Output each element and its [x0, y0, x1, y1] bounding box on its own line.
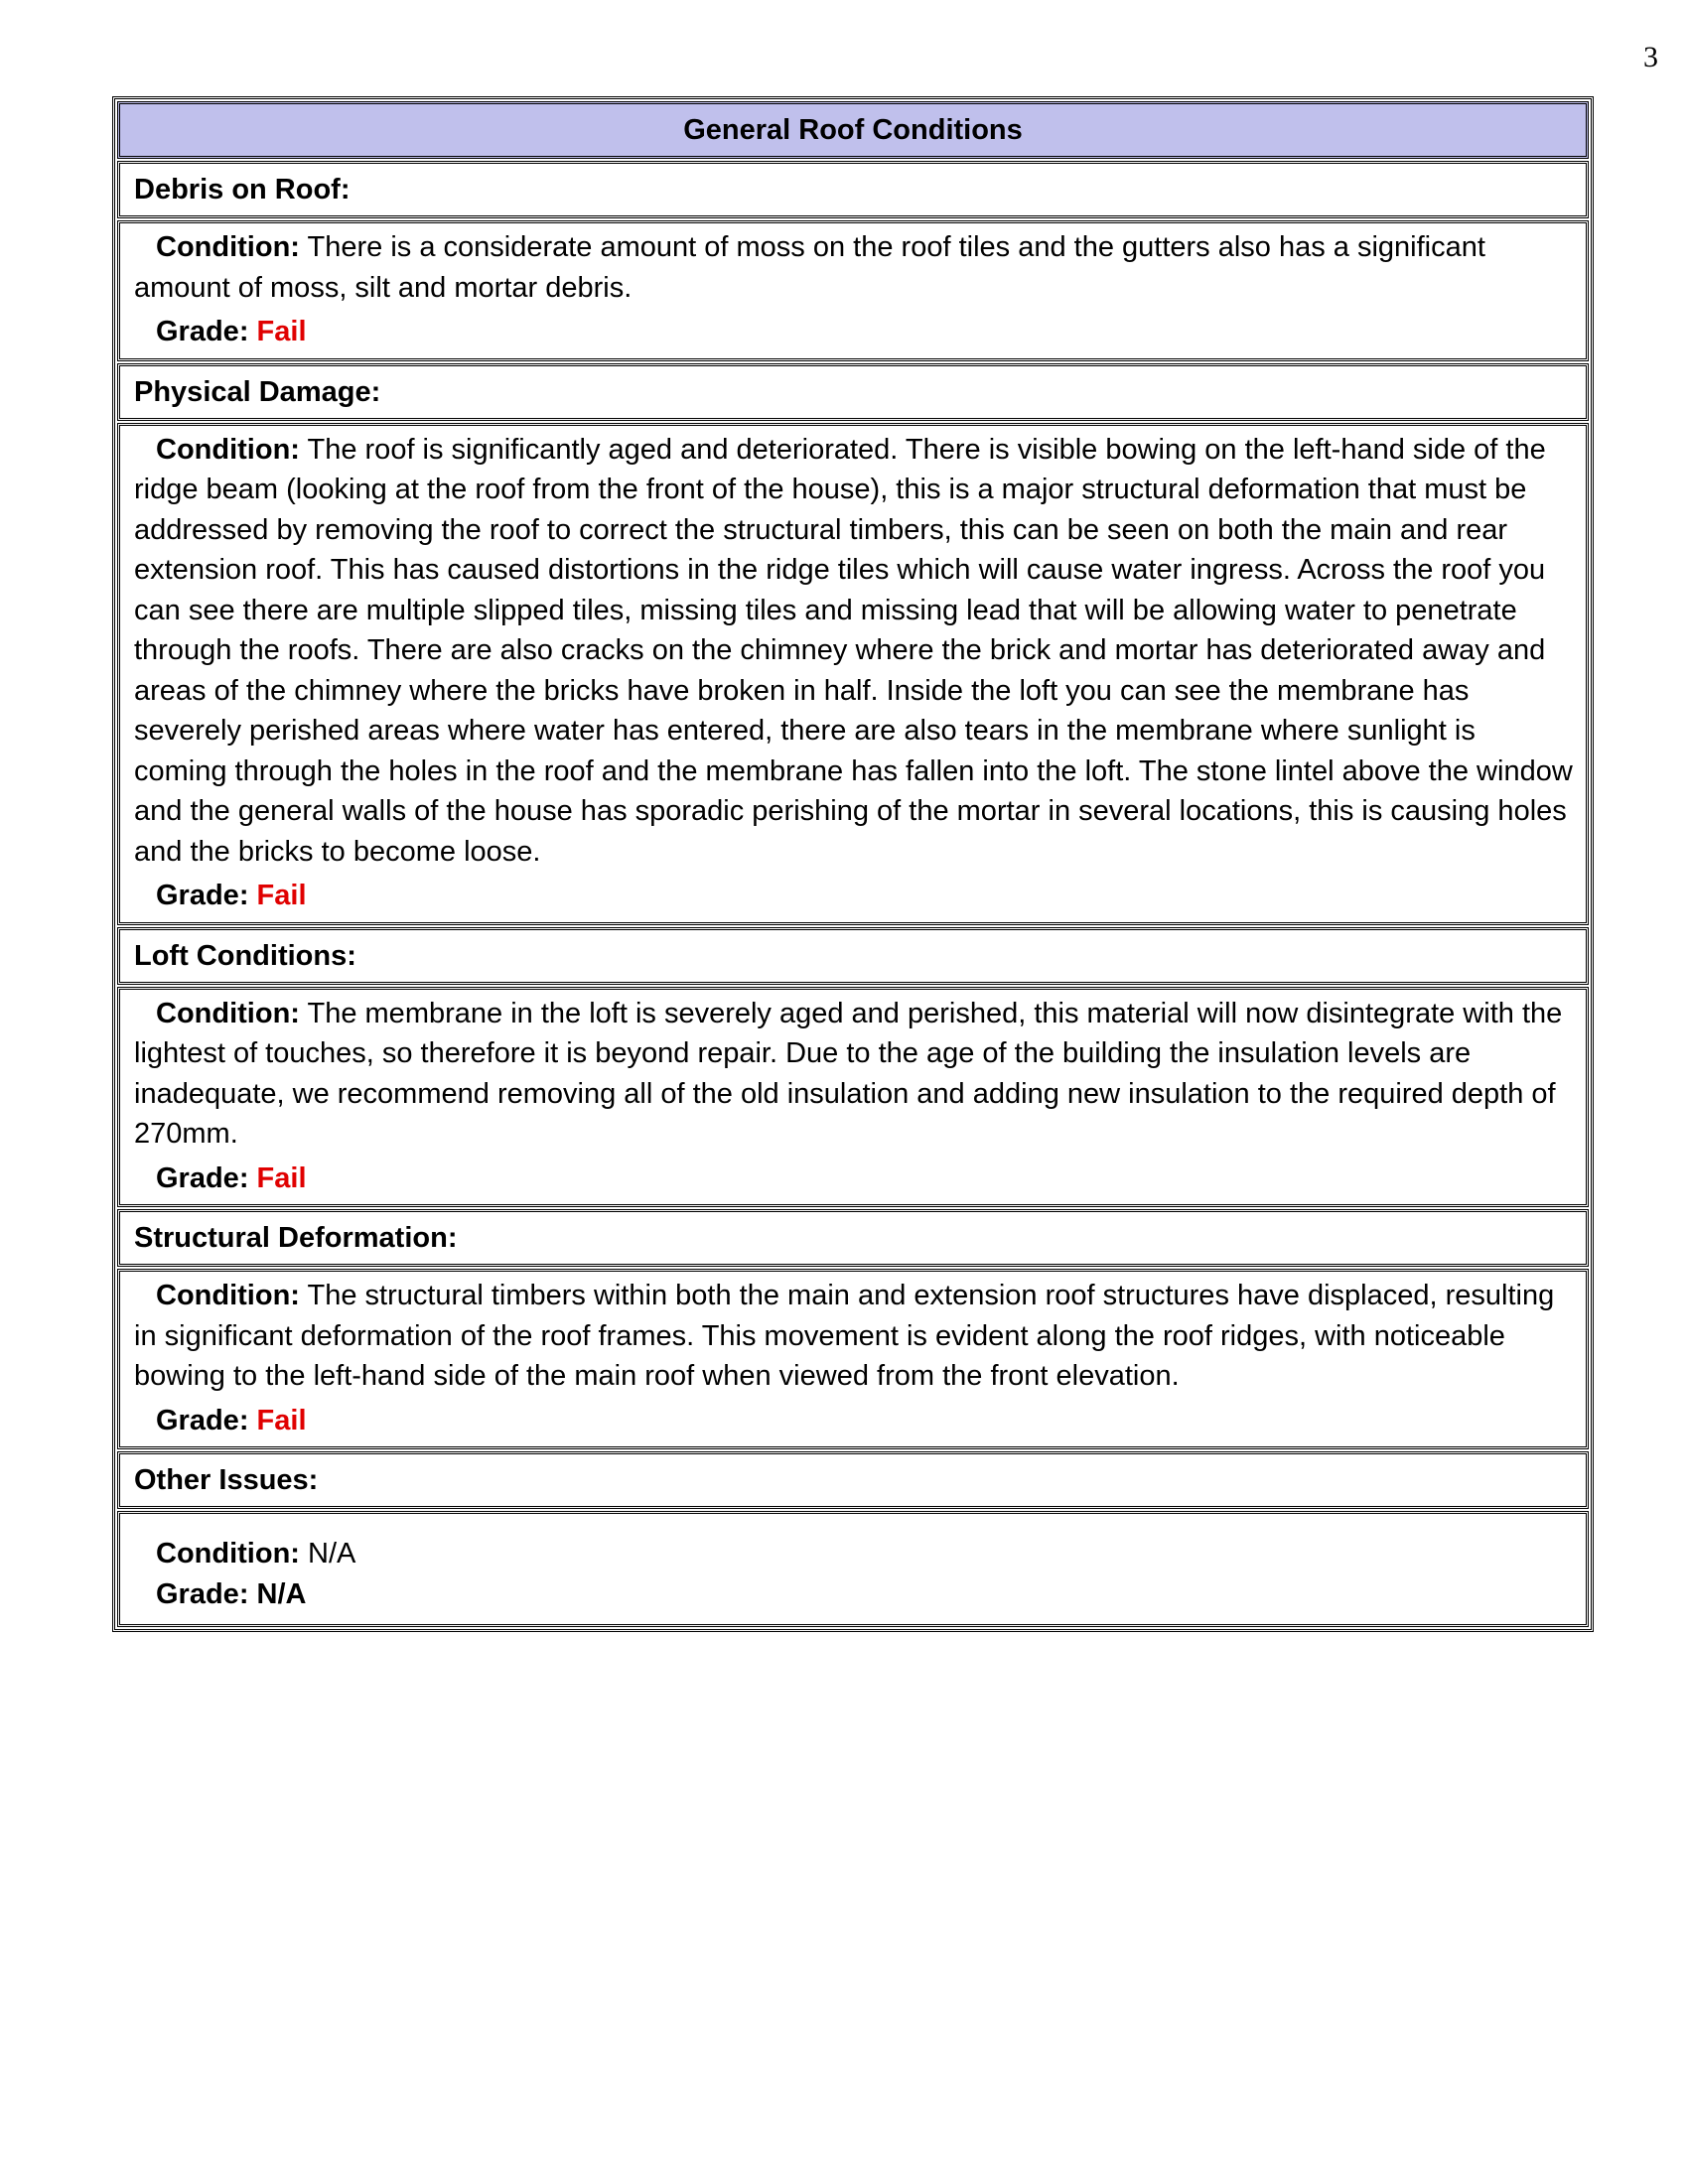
page-number: 3: [1643, 41, 1658, 73]
section-content-other-issues: [117, 1511, 1589, 1627]
condition-label: Condition:: [156, 231, 300, 263]
condition-paragraph: [134, 1276, 1574, 1397]
condition-paragraph: [134, 430, 1574, 873]
section-content-loft-conditions: [117, 987, 1589, 1208]
condition-paragraph: [134, 1534, 1574, 1574]
section-heading-structural-deformation: Structural Deformation:: [117, 1209, 1589, 1267]
grade-label: Grade:: [156, 1404, 249, 1436]
condition-paragraph: [134, 227, 1574, 308]
condition-label: Condition:: [156, 433, 300, 466]
general-roof-conditions-table: [112, 96, 1594, 1632]
section-content-debris: [117, 220, 1589, 361]
condition-text: The roof is significantly aged and deteriorated. There is visible bowing on the left-hand side of the ridge beam (looking at the roof from the front of the house), this is a major structural deformation that must be addressed by removing the roof to correct the structural timbers, this can be seen on both the main and rear extension roof. This has caused distortions in the ridge tiles which will cause water ingress. Across the roof you can see there are multiple slipped tiles, missing tiles and missing lead that will be allowing water to penetrate through the roofs. There are also cracks on the chimney where the brick and mortar has deteriorated away and areas of the chimney where the bricks have broken in half. Inside the loft you can see the membrane has severely perished areas where water has entered, there are also tears in the membrane where sunlight is coming through the holes in the roof and the membrane has fallen into the loft. The stone lintel above the window and the general walls of the house has sporadic perishing of the mortar in several locations, this is causing holes and the bricks to become loose.: [134, 433, 1573, 868]
condition-text: N/A: [308, 1538, 356, 1570]
grade-line: [134, 876, 1574, 916]
grade-label: Grade:: [156, 1161, 249, 1194]
condition-text: The structural timbers within both the main and extension roof structures have displaced, resulting in significant deformation of the roof frames. This movement is evident along the roof ridges, with noticeable bowing to the left-hand side of the main roof when viewed from the front elevation.: [134, 1280, 1555, 1392]
grade-value: Fail: [256, 1404, 307, 1436]
section-heading-debris: Debris on Roof:: [117, 161, 1589, 218]
grade-value: Fail: [256, 1161, 307, 1194]
grade-line: [134, 1574, 1574, 1615]
condition-label: Condition:: [156, 997, 300, 1029]
condition-text: The membrane in the loft is severely aged and perished, this material will now disintegrate with the lightest of touches, so therefore it is beyond repair. Due to the age of the building the insulation levels are inadequate, we recommend removing all of the old insulation and adding new insulation to the required depth of 270mm.: [134, 997, 1563, 1150]
grade-value: Fail: [256, 316, 307, 347]
grade-label: Grade:: [156, 880, 249, 911]
section-heading-other-issues: Other Issues:: [117, 1451, 1589, 1509]
section-content-physical-damage: [117, 423, 1589, 925]
condition-text: There is a considerate amount of moss on the roof tiles and the gutters also has a significant amount of moss, silt and mortar debris.: [134, 231, 1485, 304]
grade-label: Grade:: [156, 316, 249, 347]
condition-label: Condition:: [156, 1538, 300, 1570]
grade-line: [134, 1401, 1574, 1441]
table-title: General Roof Conditions: [117, 101, 1589, 159]
section-heading-loft-conditions: Loft Conditions:: [117, 927, 1589, 985]
section-heading-physical-damage: Physical Damage:: [117, 363, 1589, 421]
condition-label: Condition:: [156, 1280, 300, 1311]
grade-line: [134, 1159, 1574, 1199]
section-content-structural-deformation: [117, 1269, 1589, 1449]
grade-value: Fail: [256, 880, 307, 911]
grade-value: N/A: [256, 1577, 307, 1610]
grade-label: Grade:: [156, 1577, 249, 1610]
grade-line: [134, 312, 1574, 352]
condition-paragraph: [134, 994, 1574, 1155]
